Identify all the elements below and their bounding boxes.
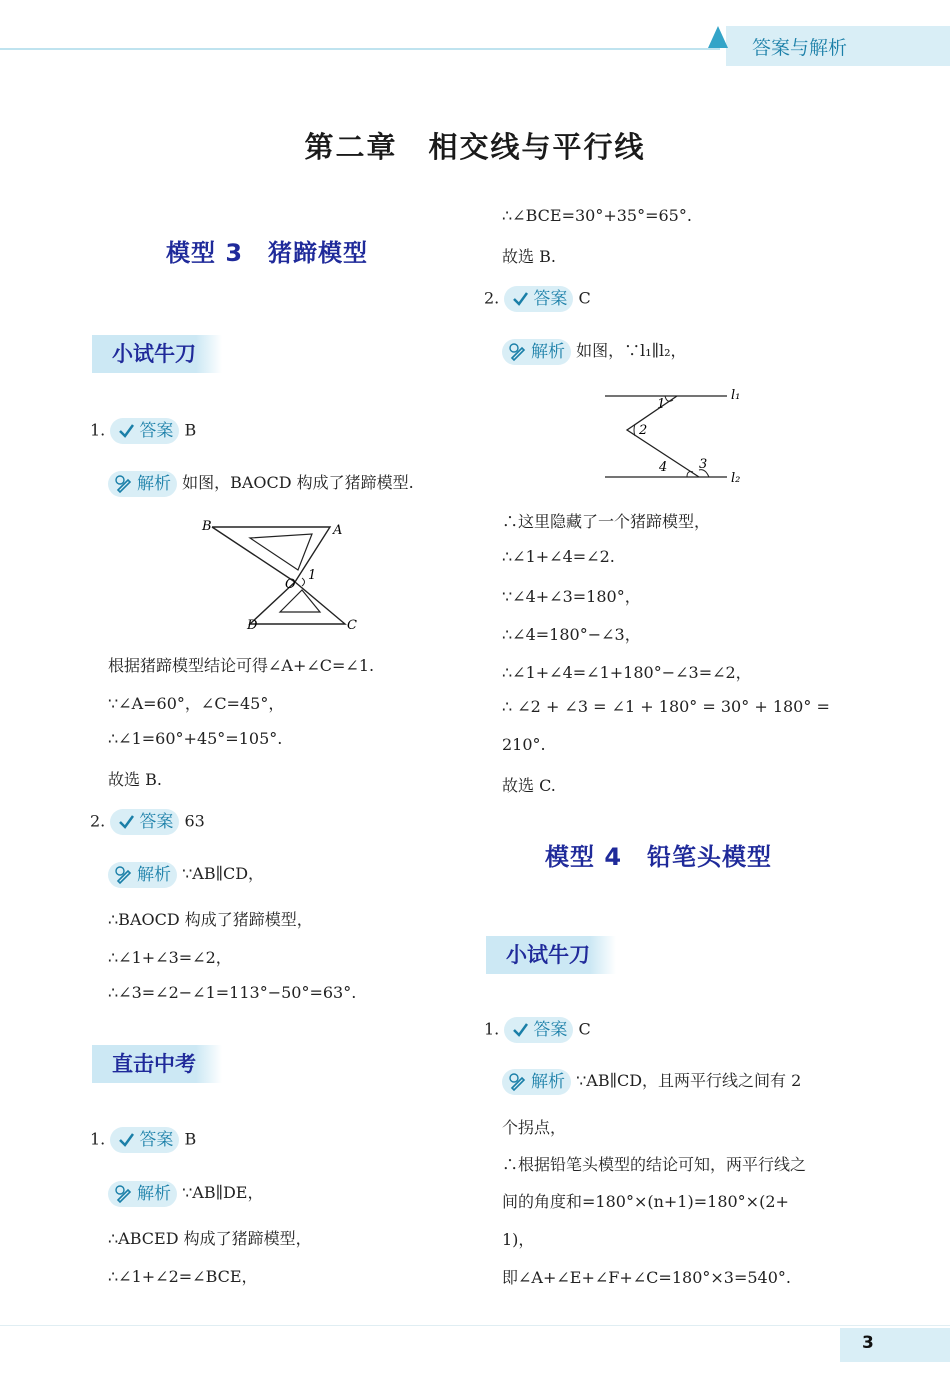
text-line: 故选 B.	[108, 770, 162, 789]
answer-value: B	[184, 1129, 197, 1149]
fig-label-angle-4: 4	[659, 460, 668, 475]
text-line: 1)，	[502, 1230, 535, 1249]
section-header-exam: 直击中考	[92, 1045, 222, 1083]
text-line: ∴这里隐藏了一个猪蹄模型，	[502, 512, 711, 531]
header-triangle-icon	[708, 26, 728, 48]
analysis-text: 如图，BAOCD 构成了猪蹄模型.	[182, 473, 414, 492]
text-line: ∴∠BCE=30°+35°=65°.	[502, 206, 692, 225]
text-line: ∵∠A=60°，∠C=45°，	[108, 694, 285, 713]
fig-label-B: B	[202, 519, 212, 534]
analysis-text: ∵AB∥DE，	[182, 1183, 264, 1202]
parallel-lines-figure	[595, 382, 755, 492]
header-rule	[0, 48, 720, 50]
pencil-icon	[508, 342, 528, 362]
answer-icon	[510, 289, 530, 309]
analysis-badge: 解析	[108, 471, 177, 497]
analysis-row	[108, 1180, 264, 1207]
text-line: ∴∠1+∠3=∠2，	[108, 948, 232, 967]
text-line: 故选 C.	[502, 776, 556, 795]
answer-value: 63	[184, 811, 205, 831]
answer-row	[90, 809, 205, 835]
header-section-label: 答案与解析	[752, 37, 848, 59]
answer-badge: 答案	[504, 286, 573, 312]
text-line: 根据猪蹄模型结论可得∠A+∠C=∠1.	[108, 656, 375, 675]
fig-label-angle-3: 3	[699, 457, 708, 472]
answer-row	[90, 418, 196, 444]
text-line: ∴ABCED 构成了猪蹄模型，	[108, 1229, 312, 1248]
pencil-icon	[114, 474, 134, 494]
text-line: 个拐点，	[502, 1118, 567, 1137]
fig-label-l1: l₁	[731, 388, 741, 403]
section-header-try: 小试牛刀	[92, 335, 222, 373]
analysis-badge: 解析	[502, 339, 571, 365]
analysis-row	[502, 338, 687, 365]
text-line: ∴∠1+∠4=∠2.	[502, 547, 615, 566]
analysis-row	[502, 1068, 801, 1095]
analysis-row	[108, 861, 264, 888]
fig-label-A: A	[333, 523, 343, 538]
analysis-row	[108, 470, 414, 497]
answer-row	[484, 1017, 591, 1043]
section-header-try-2: 小试牛刀	[486, 936, 616, 974]
text-line: ∴BAOCD 构成了猪蹄模型，	[108, 910, 313, 929]
footer-rule	[0, 1325, 950, 1326]
answer-value: C	[578, 1019, 591, 1039]
answer-badge: 答案	[110, 1127, 179, 1153]
text-line: ∵∠4+∠3=180°，	[502, 587, 641, 606]
analysis-text: ∵AB∥CD，且两平行线之间有 2	[576, 1071, 802, 1090]
analysis-text: 如图，∵l₁∥l₂，	[576, 341, 687, 360]
fig-label-l2: l₂	[731, 471, 741, 486]
fig-label-1: 1	[308, 568, 317, 583]
answer-icon	[510, 1020, 530, 1040]
text-line: ∴∠1+∠2=∠BCE，	[108, 1267, 258, 1286]
analysis-badge: 解析	[108, 862, 177, 888]
answer-row	[90, 1127, 196, 1153]
fig-label-angle-1: 1	[657, 397, 666, 412]
fig-label-C: C	[347, 618, 357, 633]
fig-label-angle-2: 2	[639, 423, 648, 438]
answer-value: C	[578, 288, 591, 308]
text-line: 间的角度和=180°×(n+1)=180°×(2+	[502, 1192, 789, 1211]
pencil-icon	[508, 1072, 528, 1092]
answer-icon	[116, 812, 136, 832]
text-line: 即∠A+∠E+∠F+∠C=180°×3=540°.	[502, 1268, 791, 1287]
text-line: ∴∠4=180°−∠3，	[502, 625, 641, 644]
question-number: 2.	[484, 288, 500, 308]
text-line: 故选 B.	[502, 247, 556, 266]
text-line: ∴∠1=60°+45°=105°.	[108, 729, 283, 748]
page-number: 3	[862, 1333, 874, 1353]
model-title-4: 模型 4 铅笔头模型	[545, 843, 773, 871]
question-number: 2.	[90, 811, 106, 831]
analysis-badge: 解析	[108, 1181, 177, 1207]
text-line: ∴根据铅笔头模型的结论可知，两平行线之	[502, 1155, 807, 1174]
pig-hoof-figure	[190, 512, 370, 637]
text-line: ∴ ∠2 + ∠3 = ∠1 + 180° = 30° + 180° =	[502, 697, 830, 716]
analysis-text: ∵AB∥CD，	[182, 864, 265, 883]
text-line: ∴∠1+∠4=∠1+180°−∠3=∠2，	[502, 663, 752, 682]
answer-icon	[116, 1130, 136, 1150]
model-title-3: 模型 3 猪蹄模型	[166, 239, 369, 267]
question-number: 1.	[484, 1019, 500, 1039]
chapter-title: 第二章 相交线与平行线	[304, 130, 646, 164]
pencil-icon	[114, 1184, 134, 1204]
answer-badge: 答案	[110, 418, 179, 444]
question-number: 1.	[90, 420, 106, 440]
question-number: 1.	[90, 1129, 106, 1149]
text-line: ∴∠3=∠2−∠1=113°−50°=63°.	[108, 983, 357, 1002]
fig-label-O: O	[285, 577, 296, 592]
answer-row	[484, 286, 591, 312]
answer-value: B	[184, 420, 197, 440]
answer-icon	[116, 421, 136, 441]
page-number-tab	[840, 1328, 950, 1362]
answer-badge: 答案	[110, 809, 179, 835]
fig-label-D: D	[247, 618, 258, 633]
answer-badge: 答案	[504, 1017, 573, 1043]
text-line: 210°.	[502, 735, 546, 754]
analysis-badge: 解析	[502, 1069, 571, 1095]
pencil-icon	[114, 865, 134, 885]
